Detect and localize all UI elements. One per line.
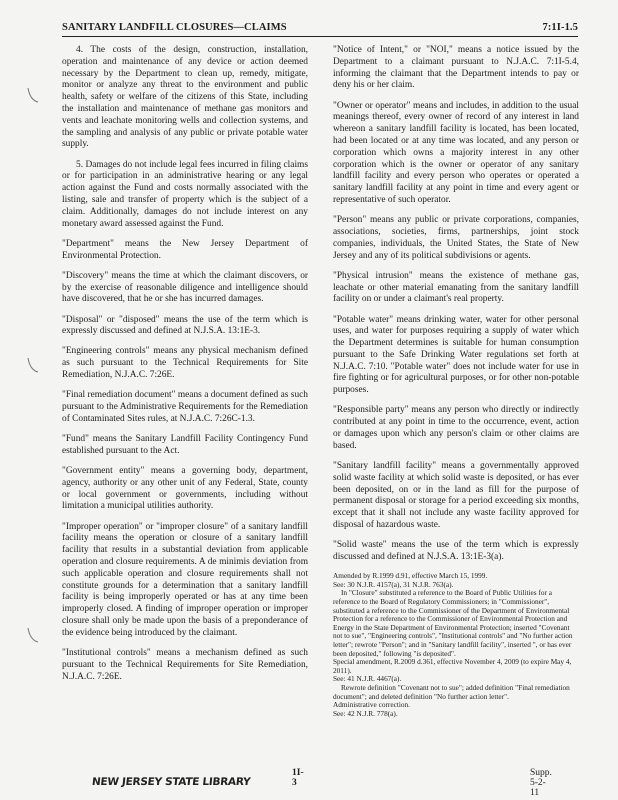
binder-hole-mark: [26, 626, 40, 644]
header-rule: [62, 36, 578, 37]
right_column-paragraph: "Sanitary landfill facility" means a governmentally approved solid waste facility at which solid waste is deposited, or has ever been deposited, on or in the land as fill for the purpose of permanent disposal or storage for a period exceeding six months, except that it shall not include any waste facility approved for disposal of hazardous waste.: [333, 461, 579, 531]
left_column-paragraph: "Engineering controls" means any physical mechanism defined as such pursuant to the Technical Requirements for Site Remediation, N.J.A.C. 7:26E.: [62, 346, 308, 381]
history-note: Special amendment, R.2009 d.361, effective November 4, 2009 (to expire May 4, 2011).: [333, 657, 572, 675]
left_column-paragraph: "Government entity" means a governing body, department, agency, authority or any other unit of any Federal, State, county or local government or governments, including without limitation a municipal utilities authority.: [62, 466, 308, 512]
left_column-paragraph: "Discovery" means the time at which the claimant discovers, or by the exercise of reasonable diligence and intelligence should have discovered, that he or she has incurred damages.: [62, 270, 308, 305]
history-notes: [333, 572, 579, 718]
history-note: Rewrote definition "Covenant not to sue"; added definition "Final remediation document"; and deleted definition "No further action letter".: [333, 682, 570, 701]
left-column: [62, 45, 308, 692]
library-stamp: NEW JERSEY STATE LIBRARY: [91, 776, 251, 788]
right_column-paragraph: "Solid waste" means the use of the term which is expressly discussed and defined at N.J.S.A. 13:1E-3(a).: [333, 540, 579, 563]
right-column-definitions: [333, 45, 579, 564]
right-column: [333, 45, 579, 718]
left_column-paragraph: "Final remediation document" means a document defined as such pursuant to the Administrative Requirements for the Remediation of Contaminated Sites rules, at N.J.A.C. 7:26C-1.3.: [62, 390, 308, 424]
history-note: See: 30 N.J.R. 4157(a), 31 N.J.R. 763(a).: [333, 579, 454, 589]
right_column-paragraph: "Person" means any public or private corporations, companies, associations, societies, firms, partnerships, joint stock companies, individuals, the United States, the State of New Jersey and any of its political subdivisions or agents.: [333, 215, 579, 261]
supplement-date: Supp. 5-2-11: [530, 768, 552, 798]
left_column-paragraph: "Institutional controls" means a mechanism defined as such pursuant to the Technical Requirements for Site Remediation, N.J.A.C. 7:26E.: [62, 647, 308, 682]
left_column-paragraph: 5. Damages do not include legal fees incurred in filing claims or for participation in an administrative hearing or any legal action against the Fund and costs normally associated with the listing, sale and transfer of property which is the subject of a claim. Additionally, damages do not include interest on any monetary award assessed against the Fund.: [62, 159, 308, 229]
right_column-paragraph: "Physical intrusion" means the existence of methane gas, leachate or other material emanating from the sanitary landfill facility on or under a claimant's real property.: [333, 270, 579, 305]
history-note: See: 42 N.J.R. 778(a).: [333, 708, 398, 718]
right_column-paragraph: "Potable water" means drinking water, water for other personal uses, and water for purposes requiring a supply of water which the Department determines is suitable for human consumption pursuant to the Safe Drinking Water regulations set forth at N.J.A.C. 7:10. "Potable water" does not include water for use in fire fighting or for agricultural purposes, or for other non-potable purposes.: [333, 314, 579, 396]
left_column-paragraph: 4. The costs of the design, construction, installation, operation and maintenance of any device or action deemed necessary by the Department to clean up, remedy, mitigate, monitor or analyze any threat to the environment and public health, safety or welfare of the citizens of this State, including the installation and maintenance of methane gas monitors and vents and leachate monitoring wells and collection systems, and the sampling and analysis of any public or private potable water supply.: [62, 45, 308, 150]
page-number: 1I-3: [292, 768, 304, 788]
binder-hole-mark: [26, 86, 40, 104]
right_column-paragraph: "Owner or operator" means and includes, in addition to the usual meanings thereof, every owner of record of any interest in land whereon a sanitary landfill facility is located, has been located, had been located or at any time was located, and any person or corporation which owns a majority interest in any other corporation which is the owner or operator of any sanitary landfill facility and every person who operates or operated a sanitary landfill facility at any point in time and every agent or representative of such operator.: [333, 100, 579, 205]
history-note: Amended by R.1999 d.91, effective March 15, 1999.: [333, 571, 488, 581]
right_column-paragraph: "Responsible party" means any person who directly or indirectly contributed at any point in time to the occurrence, event, action or damages upon which any person's claim or other claims are based.: [333, 405, 579, 451]
binder-hole-mark: [26, 356, 40, 374]
history-note: In "Closure" substituted a reference to the Board of Public Utilities for a reference to the Board of Regulatory Commissioners; in "Commissioner", substituted a reference to the Commissioner of the Department of Environmental Protection for a reference to the Commissioner of Environmental Protection and Energy in the State Department of Environmental Protection; inserted "Covenant not to sue", "Engineering controls", "Institutional controls" and "No further action letter"; rewrote "Person"; and in "Sanitary landfill facility", inserted ", or has ever been deposited," following "is deposited".: [333, 588, 573, 658]
header-title: SANITARY LANDFILL CLOSURES—CLAIMS: [62, 22, 287, 33]
left_column-paragraph: "Department" means the New Jersey Department of Environmental Protection.: [62, 238, 308, 261]
history-note: Administrative correction.: [333, 700, 410, 710]
right_column-paragraph: "Notice of Intent," or "NOI," means a notice issued by the Department to a claimant pursuant to N.J.A.C. 7:1I-5.4, informing the claimant that the Department intends to pay or deny his or her claim.: [333, 45, 579, 91]
history-note: See: 41 N.J.R. 4467(a).: [333, 674, 402, 684]
header-section-number: 7:1I-1.5: [542, 22, 578, 33]
left_column-paragraph: "Fund" means the Sanitary Landfill Facility Contingency Fund established pursuant to the Act.: [62, 434, 308, 456]
left_column-paragraph: "Disposal" or "disposed" means the use of the term which is expressly discussed and defined at N.J.S.A. 13:1E-3.: [62, 314, 308, 337]
left_column-paragraph: "Improper operation" or "improper closure" of a sanitary landfill facility means the operation or closure of a sanitary landfill facility that results in a substantial deviation from applicable operation and closure requirements. A de minimis deviation from such applicable operation and closure requirements shall not constitute grounds for a determination that a sanitary landfill facility is being improperly operated or has at any time been improperly closed. A finding of improper operation or improper closure shall only be made upon the basis of a preponderance of the evidence being introduced by the claimant.: [62, 521, 308, 638]
